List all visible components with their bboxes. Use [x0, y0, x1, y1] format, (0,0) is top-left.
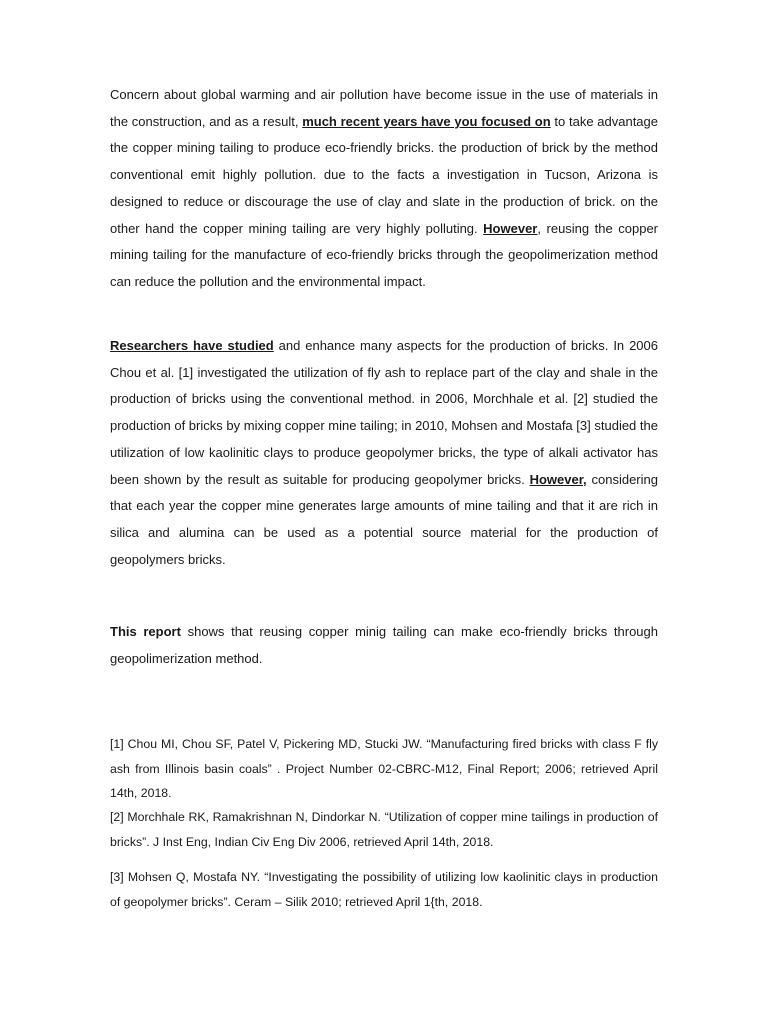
emphasis-underlined: However [483, 220, 538, 236]
text-run: , reusing the copper mining tailing for the manufacture of eco-friendly bricks through the geopolimerization method can reduce the pollution and the environmental impact. [110, 220, 658, 289]
emphasis-underlined: Researchers have studied [110, 338, 274, 353]
text-run: considering that each year the copper mine generates large amounts of mine tailing and that it are rich in silica and alumina can be used as a potential source material for the production of geopolymers bricks. [110, 471, 658, 567]
text-run: and enhance many aspects for the production of bricks. In 2006 Chou et al. [1] investigated the utilization of fly ash to replace part of the clay and shale in the production of bricks using the conventional method. in 2006, Morchhale et al. [2] studied the production of bricks by mixing copper mine tailing; in 2010, Mohsen and Mostafa [3] studied the utilization of low kaolinitic clays to produce geopolymer bricks, the type of alkali activator has been shown by the result as suitable for producing geopolymer bricks. [110, 338, 658, 487]
text-run: shows that reusing copper minig tailing can make eco-friendly bricks through geopolimerization method. [110, 624, 658, 666]
text-run: to take advantage the copper mining tailing to produce eco-friendly bricks. the production of brick by the method conventional emit highly pollution. due to the facts a investigation in Tucson, Arizona is designed to reduce or discourage the use of clay and slate in the production of brick. on the other hand the copper mining tailing are very highly polluting. [110, 113, 658, 236]
reference-1: [1] Chou MI, Chou SF, Patel V, Pickering MD, Stucki JW. “Manufacturing fired bricks with class F fly ash from Illinois basin coals” . Project Number 02-CBRC-M12, Final Report; 2006; retrieved April 14th, 2018. [110, 737, 658, 800]
reference-3: [3] Mohsen Q, Mostafa NY. “Investigating the possibility of utilizing low kaolinitic clays in production of geopolymer bricks”. Ceram – Silik 2010; retrieved April 1{th, 2018. [110, 870, 658, 909]
emphasis-underlined: much recent years have you focused on [302, 113, 551, 129]
reference-2: [2] Morchhale RK, Ramakrishnan N, Dindorkar N. “Utilization of copper mine tailings in production of bricks”. J Inst Eng, Indian Civ Eng Div 2006, retrieved April 14th, 2018. [110, 810, 658, 849]
paragraph-literature [110, 333, 658, 573]
emphasis-bold: This report [110, 624, 181, 639]
paragraph-introduction [110, 82, 658, 296]
text-run: Concern about global warming and air pollution have become issue in the use of materials in the construction, and as a result, [110, 87, 658, 129]
paragraph-report-summary [110, 619, 658, 672]
emphasis-underlined: However, [529, 471, 587, 487]
